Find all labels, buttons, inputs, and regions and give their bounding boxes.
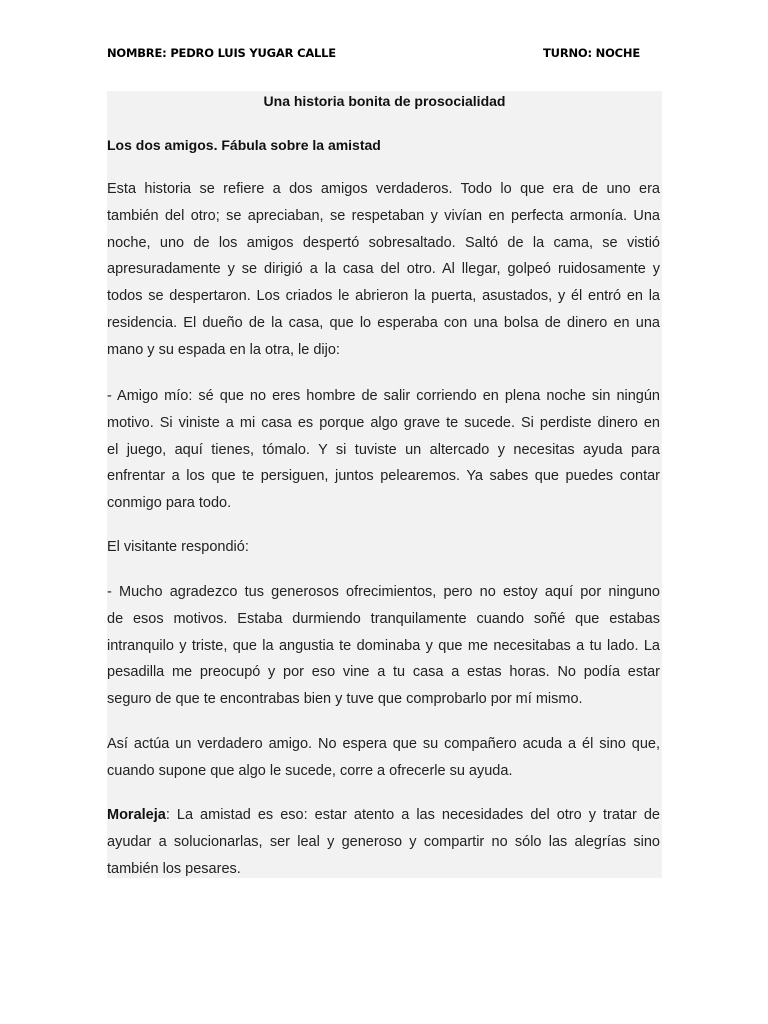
text-line: Esta historia se refiere a dos amigos verdaderos. Todo lo que era de uno era xyxy=(107,181,660,197)
text-line: motivo. Si viniste a mi casa es porque algo grave te sucede. Si perdiste dinero en xyxy=(107,414,660,431)
text-line: apresuradamente y se dirigió a la casa del otro. Al llegar, golpeó ruidosamente y xyxy=(107,261,660,278)
page-title: Una historia bonita de prosocialidad xyxy=(263,93,506,109)
paragraph-moral xyxy=(107,802,660,882)
text-line: el juego, aquí tienes, tómalo. Y si tuviste un altercado y necesitas ayuda para xyxy=(107,441,660,458)
text-line: enfrentar a los que te persiguen, juntos pelearemos. Ya sabes que puedes contar xyxy=(107,468,660,485)
document-header xyxy=(107,46,640,64)
text-line: también del otro; se apreciaban, se respetaban y vivían en perfecta armonía. Una xyxy=(107,207,660,224)
text-line: mano y su espada en la otra, le dijo: xyxy=(107,341,340,358)
text-line: intranquilo y triste, que la angustia te dominaba y que me necesitabas a tu lado. La xyxy=(107,637,660,654)
story-block xyxy=(107,91,662,878)
text-line: Así actúa un verdadero amigo. No espera que su compañero acuda a él sino que, xyxy=(107,736,660,752)
student-name: NOMBRE: PEDRO LUIS YUGAR CALLE xyxy=(107,46,336,60)
text-line: cuando supone que algo le sucede, corre a ofrecerle su ayuda. xyxy=(107,762,513,779)
moral-label: Moraleja xyxy=(107,807,166,823)
story-subtitle: Los dos amigos. Fábula sobre la amistad xyxy=(107,137,381,153)
text-line: residencia. El dueño de la casa, que lo esperaba con una bolsa de dinero en una xyxy=(107,314,660,331)
text-line: pesadilla me preocupó y por eso vine a tu casa a estas horas. No podía estar xyxy=(107,664,660,681)
paragraph-host-speech xyxy=(107,383,660,517)
text-line: - Mucho agradezco tus generosos ofrecimientos, pero no estoy aquí por ninguno xyxy=(107,584,660,600)
paragraph-conclusion xyxy=(107,731,660,785)
text-line: - Amigo mío: sé que no eres hombre de salir corriendo en plena noche sin ningún xyxy=(107,388,660,404)
text-line: El visitante respondió: xyxy=(107,539,249,555)
moral-text: : La amistad es eso: estar atento a las necesidades del otro y tratar de xyxy=(165,807,660,823)
text-line: de esos motivos. Estaba durmiendo tranquilamente cuando soñé que estabas xyxy=(107,610,660,627)
paragraph-visitor-speech xyxy=(107,579,660,713)
text-line: noche, uno de los amigos despertó sobresaltado. Saltó de la cama, se vistió xyxy=(107,234,660,251)
text-line: seguro de que te encontrabas bien y tuve que comprobarlo por mí mismo. xyxy=(107,691,583,708)
text-line: también los pesares. xyxy=(107,860,241,877)
student-shift: TURNO: NOCHE xyxy=(543,46,640,60)
paragraph-intro xyxy=(107,176,660,364)
text-line: conmigo para todo. xyxy=(107,495,232,512)
text-line xyxy=(107,802,660,829)
text-line: ayudar a solucionarlas, ser leal y generoso y compartir no sólo las alegrías sino xyxy=(107,833,660,850)
text-line: todos se despertaron. Los criados le abrieron la puerta, asustados, y él entró en la xyxy=(107,288,660,305)
paragraph-visitor-intro xyxy=(107,534,660,561)
